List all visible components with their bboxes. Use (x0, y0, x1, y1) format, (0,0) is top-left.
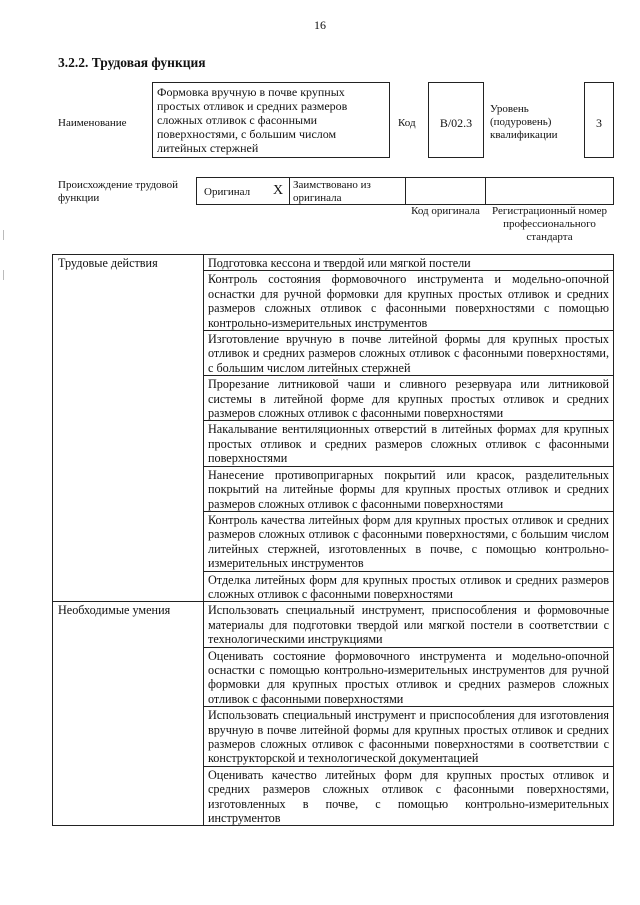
table-cell: Подготовка кессона и твердой или мягкой постели (204, 255, 614, 271)
margin-mark (3, 270, 4, 280)
reg-number-cell (485, 177, 614, 205)
section-heading: Трудовые действия (53, 255, 204, 602)
table-cell: Накалывание вентиляционных отверстий в литейных формах для крупных простых отливок и средних размеров сложных отливок с фасонными поверхностями (204, 421, 614, 466)
level-label: Уровень (подуровень) квалификации (490, 103, 558, 141)
table-cell: Контроль состояния формовочного инструмента и модельно-опочной оснастки для ручной формовки для крупных простых отливок и средних размеров сложных отливок с фасонными поверхностями с помощью контрольно-измерительных инструментов (204, 271, 614, 331)
name-label: Наименование (58, 117, 127, 129)
code-label: Код (398, 117, 416, 129)
original-mark: X (273, 183, 284, 198)
reg-number-caption: Регистрационный номер профессионального стандарта (491, 205, 608, 243)
table-cell: Отделка литейных форм для крупных простых отливок и средних размеров сложных отливок с фасонными поверхностями (204, 571, 614, 602)
table-cell: Изготовление вручную в почве литейной формы для крупных простых отливок и средних размеров сложных отливок с фасонными поверхностями, с большим числом литейных стержней (204, 331, 614, 376)
table-cell: Использовать специальный инструмент, приспособления и формовочные материалы для подготовки твердой или мягкой постели в соответствии с технологическими инструкциями (204, 602, 614, 647)
original-cell (196, 177, 290, 205)
table-row (53, 255, 614, 271)
function-table (52, 254, 614, 826)
code-original-caption: Код оригинала (411, 205, 480, 217)
table-cell: Оценивать качество литейных форм для крупных простых отливок и средних размеров сложных отливок с фасонными поверхностями, изготовленных в почве, с помощью контрольно-измерительных инструментов (204, 766, 614, 826)
code-value: B/02.3 (428, 82, 484, 158)
table-cell: Использовать специальный инструмент и приспособления для изготовления вручную в почве литейной формы для крупных простых отливок и средних размеров сложных отливок с фасонными поверхностями в соответствии с конструкторской и технологической документацией (204, 707, 614, 767)
page-number: 16 (314, 18, 326, 32)
table-row (53, 602, 614, 647)
borrowed-label: Заимствовано из оригинала (289, 177, 406, 205)
original-label: Оригинал (204, 186, 251, 198)
table-cell: Оценивать состояние формовочного инструмента и модельно-опочной оснастки с помощью контрольно-измерительных инструментов для ручной формовки для крупных простых отливок и средних размеров сложных отливок с фасонными поверхностями (204, 647, 614, 707)
section-heading: Необходимые умения (53, 602, 204, 826)
section-title: 3.2.2. Трудовая функция (58, 55, 206, 70)
table-cell: Нанесение противопригарных покрытий или красок, разделительных покрытий на литейные формы для крупных простых отливок и средних размеров сложных отливок с фасонными поверхностями (204, 466, 614, 511)
name-value: Формовка вручную в почве крупных простых отливок и средних размеров сложных отливок с фасонными поверхностями, с большим числом литейных стержней (152, 82, 390, 158)
table-cell: Прорезание литниковой чаши и сливного резервуара или литниковой системы в литейной форме для крупных простых отливок и средних размеров сложных отливок с фасонными поверхностями (204, 376, 614, 421)
level-value: 3 (584, 82, 614, 158)
origin-label: Происхождение трудовой функции (58, 179, 179, 204)
margin-mark (3, 230, 4, 240)
table-cell: Контроль качества литейных форм для крупных простых отливок и средних размеров сложных отливок с фасонными поверхностями, с большим числом литейных стержней, изготовленных в почве, с помощью контрольно-измерительных инструментов (204, 511, 614, 571)
code-original-cell (405, 177, 486, 205)
